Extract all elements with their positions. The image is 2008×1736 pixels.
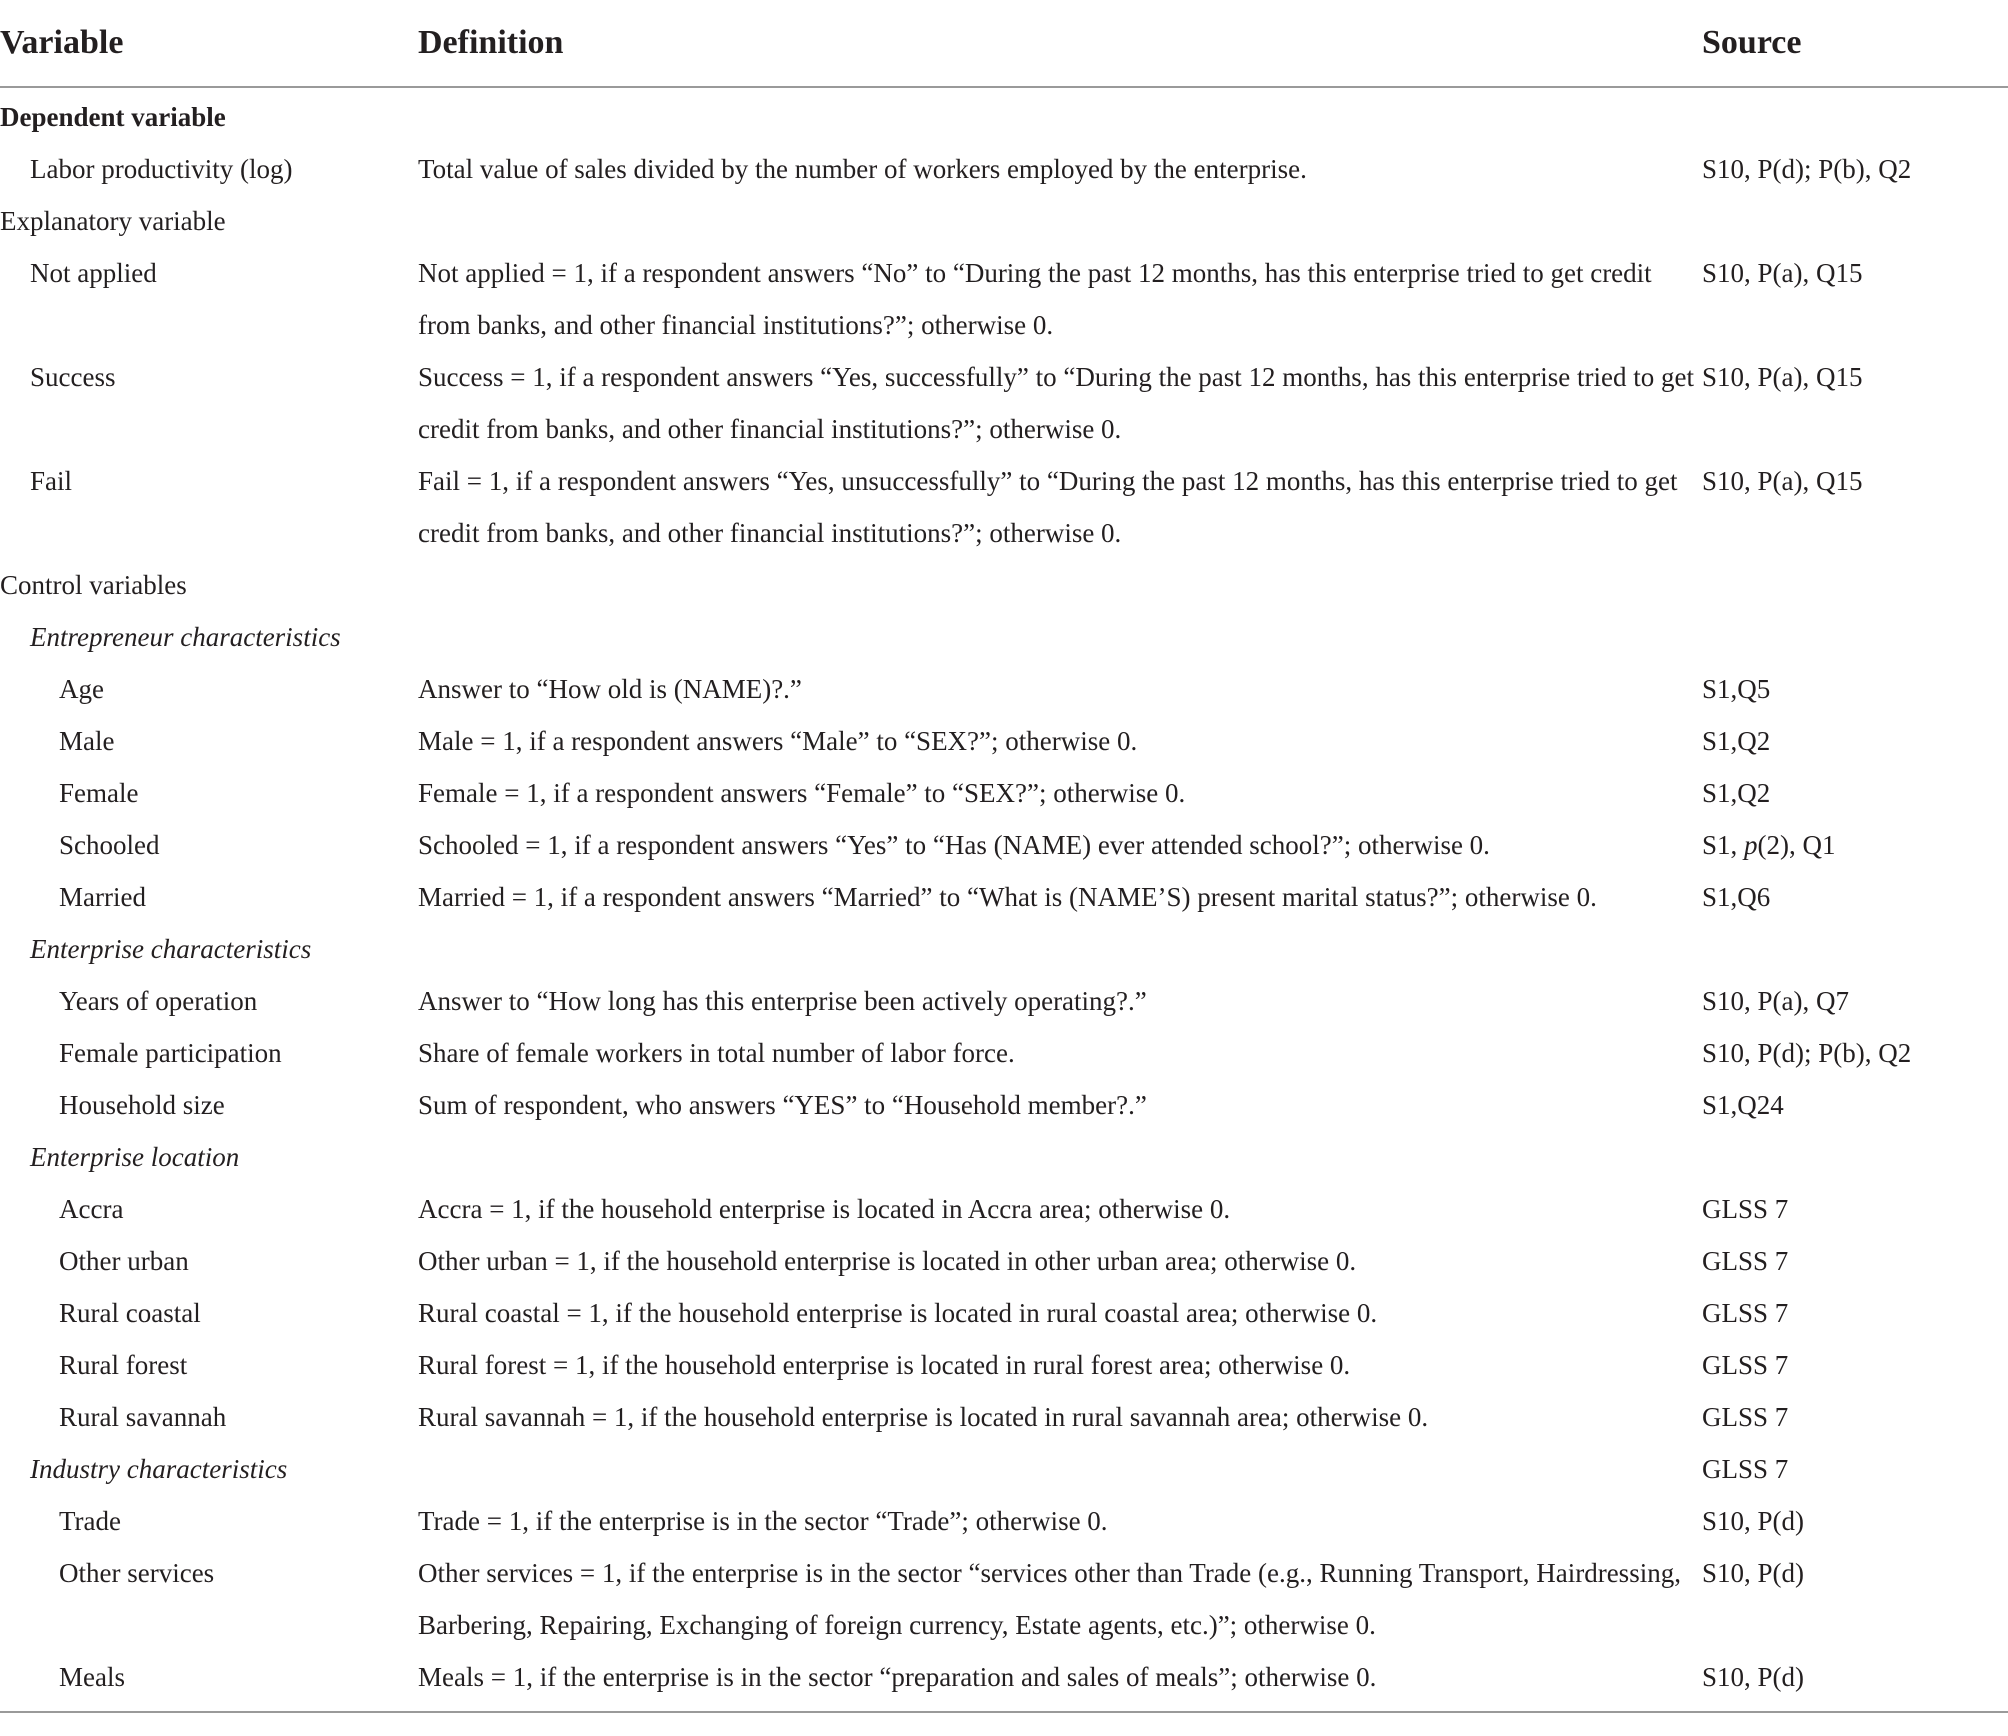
source-italic-part: p — [1744, 830, 1758, 860]
variable-cell: Years of operation — [59, 986, 258, 1016]
subsection-row — [0, 1443, 2008, 1495]
definition-cell: Meals = 1, if the enterprise is in the sector “preparation and sales of meals”; otherwise 0. — [418, 1651, 1702, 1712]
table-row — [0, 351, 2008, 455]
variable-cell: Married — [59, 882, 146, 912]
subsection-row — [0, 1131, 2008, 1183]
definition-cell: Male = 1, if a respondent answers “Male” to “SEX?”; otherwise 0. — [418, 726, 1138, 756]
table-row — [0, 1079, 2008, 1131]
source-cell: S1,Q6 — [1702, 882, 1771, 912]
table-row — [0, 715, 2008, 767]
definition-cell — [418, 923, 1702, 975]
definition-cell: Other services = 1, if the enterprise is in the sector “services other than Trade (e.g., Running Transport, Hairdressing, Barbering, Repairing, Exchanging of foreign currency, Estate agents, etc.)”; otherwise 0. — [418, 1558, 1681, 1640]
table-row — [0, 819, 2008, 871]
definition-cell: Not applied = 1, if a respondent answers “No” to “During the past 12 months, has this enterprise tried to get credit from banks, and other financial institutions?”; otherwise 0. — [418, 258, 1652, 340]
source-cell: S1,Q2 — [1702, 778, 1771, 808]
source-cell: S1,Q2 — [1702, 726, 1771, 756]
source-cell: S10, P(d); P(b), Q2 — [1702, 1038, 1912, 1068]
variable-cell: Rural forest — [59, 1350, 188, 1380]
variable-cell: Meals — [0, 1651, 418, 1712]
source-cell: S10, P(d) — [1702, 1651, 2008, 1712]
definition-cell — [418, 1131, 1702, 1183]
source-cell — [1702, 923, 2008, 975]
subsection-label: Enterprise location — [30, 1142, 240, 1172]
source-cell — [1702, 819, 2008, 871]
definition-cell — [418, 559, 1702, 611]
subsection-row — [0, 923, 2008, 975]
source-suffix: (2), Q1 — [1757, 830, 1836, 860]
section-row — [0, 559, 2008, 611]
definition-cell: Fail = 1, if a respondent answers “Yes, unsuccessfully” to “During the past 12 months, has this enterprise tried to get credit from banks, and other financial institutions?”; otherwise 0. — [418, 466, 1678, 548]
table-row — [0, 1495, 2008, 1547]
table-row — [0, 1235, 2008, 1287]
source-cell — [1702, 559, 2008, 611]
definition-cell — [418, 87, 1702, 143]
subsection-label: Enterprise characteristics — [30, 934, 312, 964]
source-cell: GLSS 7 — [1702, 1350, 1789, 1380]
header-variable: Variable — [0, 0, 418, 87]
source-cell: S10, P(a), Q15 — [1702, 362, 1863, 392]
variable-cell: Female — [59, 778, 139, 808]
definition-cell: Sum of respondent, who answers “YES” to “Household member?.” — [418, 1090, 1147, 1120]
definition-cell: Trade = 1, if the enterprise is in the sector “Trade”; otherwise 0. — [418, 1506, 1108, 1536]
source-cell: S10, P(d) — [1702, 1558, 1805, 1588]
table-row — [0, 1287, 2008, 1339]
definition-cell: Accra = 1, if the household enterprise is located in Accra area; otherwise 0. — [418, 1194, 1231, 1224]
subsection-label: Entrepreneur characteristics — [30, 622, 341, 652]
section-label: Explanatory variable — [0, 206, 226, 236]
header-row — [0, 0, 2008, 87]
definition-cell: Success = 1, if a respondent answers “Yes, successfully” to “During the past 12 months, has this enterprise tried to get credit from banks, and other financial institutions?”; otherwise 0. — [418, 362, 1694, 444]
table-row — [0, 1651, 2008, 1712]
source-cell: S1,Q5 — [1702, 674, 1771, 704]
table-row — [0, 871, 2008, 923]
variable-cell: Fail — [30, 466, 73, 496]
definition-cell: Female = 1, if a respondent answers “Female” to “SEX?”; otherwise 0. — [418, 778, 1186, 808]
table-row — [0, 1027, 2008, 1079]
variable-cell: Female participation — [59, 1038, 282, 1068]
variable-cell: Accra — [59, 1194, 124, 1224]
section-label: Control variables — [0, 570, 187, 600]
definition-cell — [418, 1443, 1702, 1495]
definition-cell — [418, 611, 1702, 663]
definition-cell: Married = 1, if a respondent answers “Married” to “What is (NAME’S) present marital status?”; otherwise 0. — [418, 882, 1597, 912]
source-cell — [1702, 195, 2008, 247]
definition-cell: Total value of sales divided by the number of workers employed by the enterprise. — [418, 154, 1307, 184]
variable-cell: Rural coastal — [59, 1298, 201, 1328]
source-cell: S10, P(a), Q15 — [1702, 466, 1863, 496]
source-cell: GLSS 7 — [1702, 1246, 1789, 1276]
source-cell: S10, P(d) — [1702, 1506, 1805, 1536]
source-cell: S10, P(d); P(b), Q2 — [1702, 154, 1912, 184]
table-row — [0, 143, 2008, 195]
variable-cell: Not applied — [30, 258, 157, 288]
section-label: Dependent variable — [0, 102, 226, 132]
variable-cell: Schooled — [59, 830, 160, 860]
section-row — [0, 195, 2008, 247]
subsection-row — [0, 611, 2008, 663]
source-cell — [1702, 1131, 2008, 1183]
definition-cell: Schooled = 1, if a respondent answers “Yes” to “Has (NAME) ever attended school?”; otherwise 0. — [418, 830, 1490, 860]
table-row — [0, 663, 2008, 715]
header-source: Source — [1702, 0, 2008, 87]
definition-cell: Rural savannah = 1, if the household enterprise is located in rural savannah area; otherwise 0. — [418, 1402, 1429, 1432]
definition-cell: Rural forest = 1, if the household enterprise is located in rural forest area; otherwise 0. — [418, 1350, 1351, 1380]
table-row — [0, 1339, 2008, 1391]
source-cell — [1702, 87, 2008, 143]
section-row — [0, 87, 2008, 143]
source-cell: GLSS 7 — [1702, 1454, 1789, 1484]
table-row — [0, 247, 2008, 351]
table-row — [0, 975, 2008, 1027]
definition-cell — [418, 195, 1702, 247]
definition-cell: Answer to “How old is (NAME)?.” — [418, 674, 802, 704]
source-cell — [1702, 611, 2008, 663]
header-definition: Definition — [418, 0, 1702, 87]
table-row — [0, 455, 2008, 559]
table-row — [0, 1183, 2008, 1235]
table-row — [0, 767, 2008, 819]
variable-cell: Trade — [59, 1506, 122, 1536]
definition-cell: Rural coastal = 1, if the household enterprise is located in rural coastal area; otherwise 0. — [418, 1298, 1378, 1328]
definition-cell: Other urban = 1, if the household enterprise is located in other urban area; otherwise 0. — [418, 1246, 1357, 1276]
variable-cell: Male — [59, 726, 115, 756]
variable-cell: Other services — [59, 1558, 215, 1588]
source-cell: S10, P(a), Q15 — [1702, 258, 1863, 288]
table-row — [0, 1547, 2008, 1651]
source-cell: GLSS 7 — [1702, 1298, 1789, 1328]
definition-cell: Share of female workers in total number of labor force. — [418, 1038, 1015, 1068]
source-prefix: S1, — [1702, 830, 1745, 860]
variable-cell: Labor productivity (log) — [30, 154, 293, 184]
subsection-label: Industry characteristics — [30, 1454, 288, 1484]
variable-cell: Age — [59, 674, 104, 704]
table-row — [0, 1391, 2008, 1443]
source-cell: S1,Q24 — [1702, 1090, 1784, 1120]
variable-cell: Other urban — [59, 1246, 189, 1276]
definition-cell: Answer to “How long has this enterprise been actively operating?.” — [418, 986, 1147, 1016]
source-cell: GLSS 7 — [1702, 1194, 1789, 1224]
source-cell: S10, P(a), Q7 — [1702, 986, 1849, 1016]
source-cell: GLSS 7 — [1702, 1402, 1789, 1432]
variable-cell: Success — [30, 362, 116, 392]
variable-cell: Household size — [59, 1090, 225, 1120]
variable-cell: Rural savannah — [59, 1402, 227, 1432]
